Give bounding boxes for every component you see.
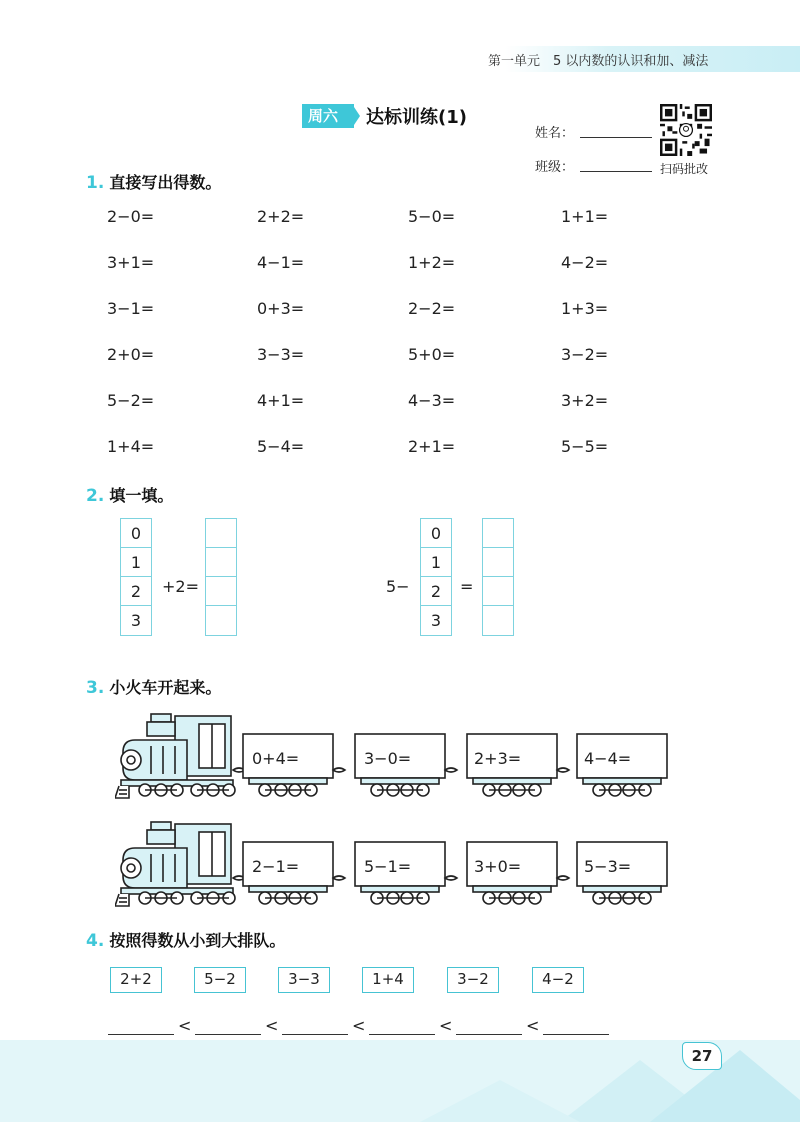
qr-code-icon[interactable] [660,104,712,156]
equation: 3−1= [107,299,155,318]
number-cell: 3 [130,611,142,630]
section4-number: 4. [86,931,105,951]
page-title: 达标训练(1) [366,107,467,128]
equation: 3−3= [257,345,305,364]
equation: 2+1= [408,437,456,456]
less-than-sign: < [265,1016,279,1035]
expression-card[interactable]: 1+4 [362,967,414,993]
footer-background [0,1040,800,1122]
section4-title: 按照得数从小到大排队。 [109,931,286,950]
equation: 4−1= [257,253,305,272]
number-cell: 3 [430,611,442,630]
section1-number: 1. [86,173,105,193]
less-than-sign: < [352,1016,366,1035]
equation: 5−0= [408,207,456,226]
equation: 4+1= [257,391,305,410]
equation: 1+3= [561,299,609,318]
order-blank[interactable] [543,1034,609,1035]
order-blank[interactable] [195,1034,261,1035]
equation: 3+2= [561,391,609,410]
expression-card[interactable]: 3−2 [447,967,499,993]
equation: 2−0= [107,207,155,226]
day-tag-arrow [352,104,360,128]
equation: 5+0= [408,345,456,364]
section4-heading [86,928,285,951]
unit-header: 第一单元 5 以内数的认识和加、减法 [488,54,709,69]
class-field[interactable] [580,171,652,172]
left-number-column [120,518,152,636]
equation: 5−4= [257,437,305,456]
wagon-equation: 5−1= [364,857,412,876]
expression-card[interactable]: 2+2 [110,967,162,993]
section3-title: 小火车开起来。 [109,678,222,697]
section2-number: 2. [86,486,105,506]
locomotive-icon [115,822,245,906]
equation: 4−3= [408,391,456,410]
order-blank[interactable] [369,1034,435,1035]
expression-card[interactable]: 3−3 [278,967,330,993]
right-answer-column [482,518,514,636]
answer-cell[interactable] [206,577,236,606]
section1-title: 直接写出得数。 [109,173,222,192]
answer-cell[interactable] [483,577,513,606]
answer-cell[interactable] [483,606,513,635]
section1-heading [86,170,221,193]
wagon-equation: 3−0= [364,749,412,768]
class-label: 班级： [535,160,575,175]
qr-caption: 扫码批改 [660,162,709,176]
number-cell: 1 [421,548,451,577]
less-than-sign: < [178,1016,192,1035]
wagon-equation: 4−4= [584,749,632,768]
section2-heading [86,483,173,506]
equation: 2+0= [107,345,155,364]
equation: 5−2= [107,391,155,410]
number-cell: 2 [121,577,151,606]
equation: 1+2= [408,253,456,272]
wagon-equation: 2−1= [252,857,300,876]
answer-cell[interactable] [483,548,513,577]
expression-card[interactable]: 5−2 [194,967,246,993]
section2-title: 填一填。 [109,486,174,505]
order-blank[interactable] [108,1034,174,1035]
page-number: 27 [682,1042,722,1070]
number-cell: 1 [121,548,151,577]
equation: 5−5= [561,437,609,456]
section3-number: 3. [86,678,105,698]
equation: 1+1= [561,207,609,226]
wagon-equation: 2+3= [474,749,522,768]
answer-cell[interactable] [206,519,236,548]
name-field[interactable] [580,137,652,138]
wagon-equation: 3+0= [474,857,522,876]
number-cell: 0 [421,519,451,548]
order-blank[interactable] [456,1034,522,1035]
order-blank[interactable] [282,1034,348,1035]
less-than-sign: < [439,1016,453,1035]
equation: 3−2= [561,345,609,364]
answer-cell[interactable] [206,606,236,635]
right-number-column [420,518,452,636]
locomotive-icon [115,714,245,798]
number-cell: 2 [421,577,451,606]
equation: 2−2= [408,299,456,318]
equation: 1+4= [107,437,155,456]
wagon-equation: 0+4= [252,749,300,768]
day-tag: 周六 [302,104,354,128]
left-operator: +2= [162,577,199,596]
equation: 2+2= [257,207,305,226]
answer-cell[interactable] [483,519,513,548]
expression-card[interactable]: 4−2 [532,967,584,993]
equation: 4−2= [561,253,609,272]
equation: 0+3= [257,299,305,318]
name-label: 姓名： [535,126,575,141]
left-answer-column [205,518,237,636]
answer-cell[interactable] [206,548,236,577]
number-cell: 0 [121,519,151,548]
equation: 3+1= [107,253,155,272]
wagon-equation: 5−3= [584,857,632,876]
section3-heading [86,675,221,698]
right-prefix: 5− [386,577,410,596]
right-operator: = [460,577,474,596]
less-than-sign: < [526,1016,540,1035]
